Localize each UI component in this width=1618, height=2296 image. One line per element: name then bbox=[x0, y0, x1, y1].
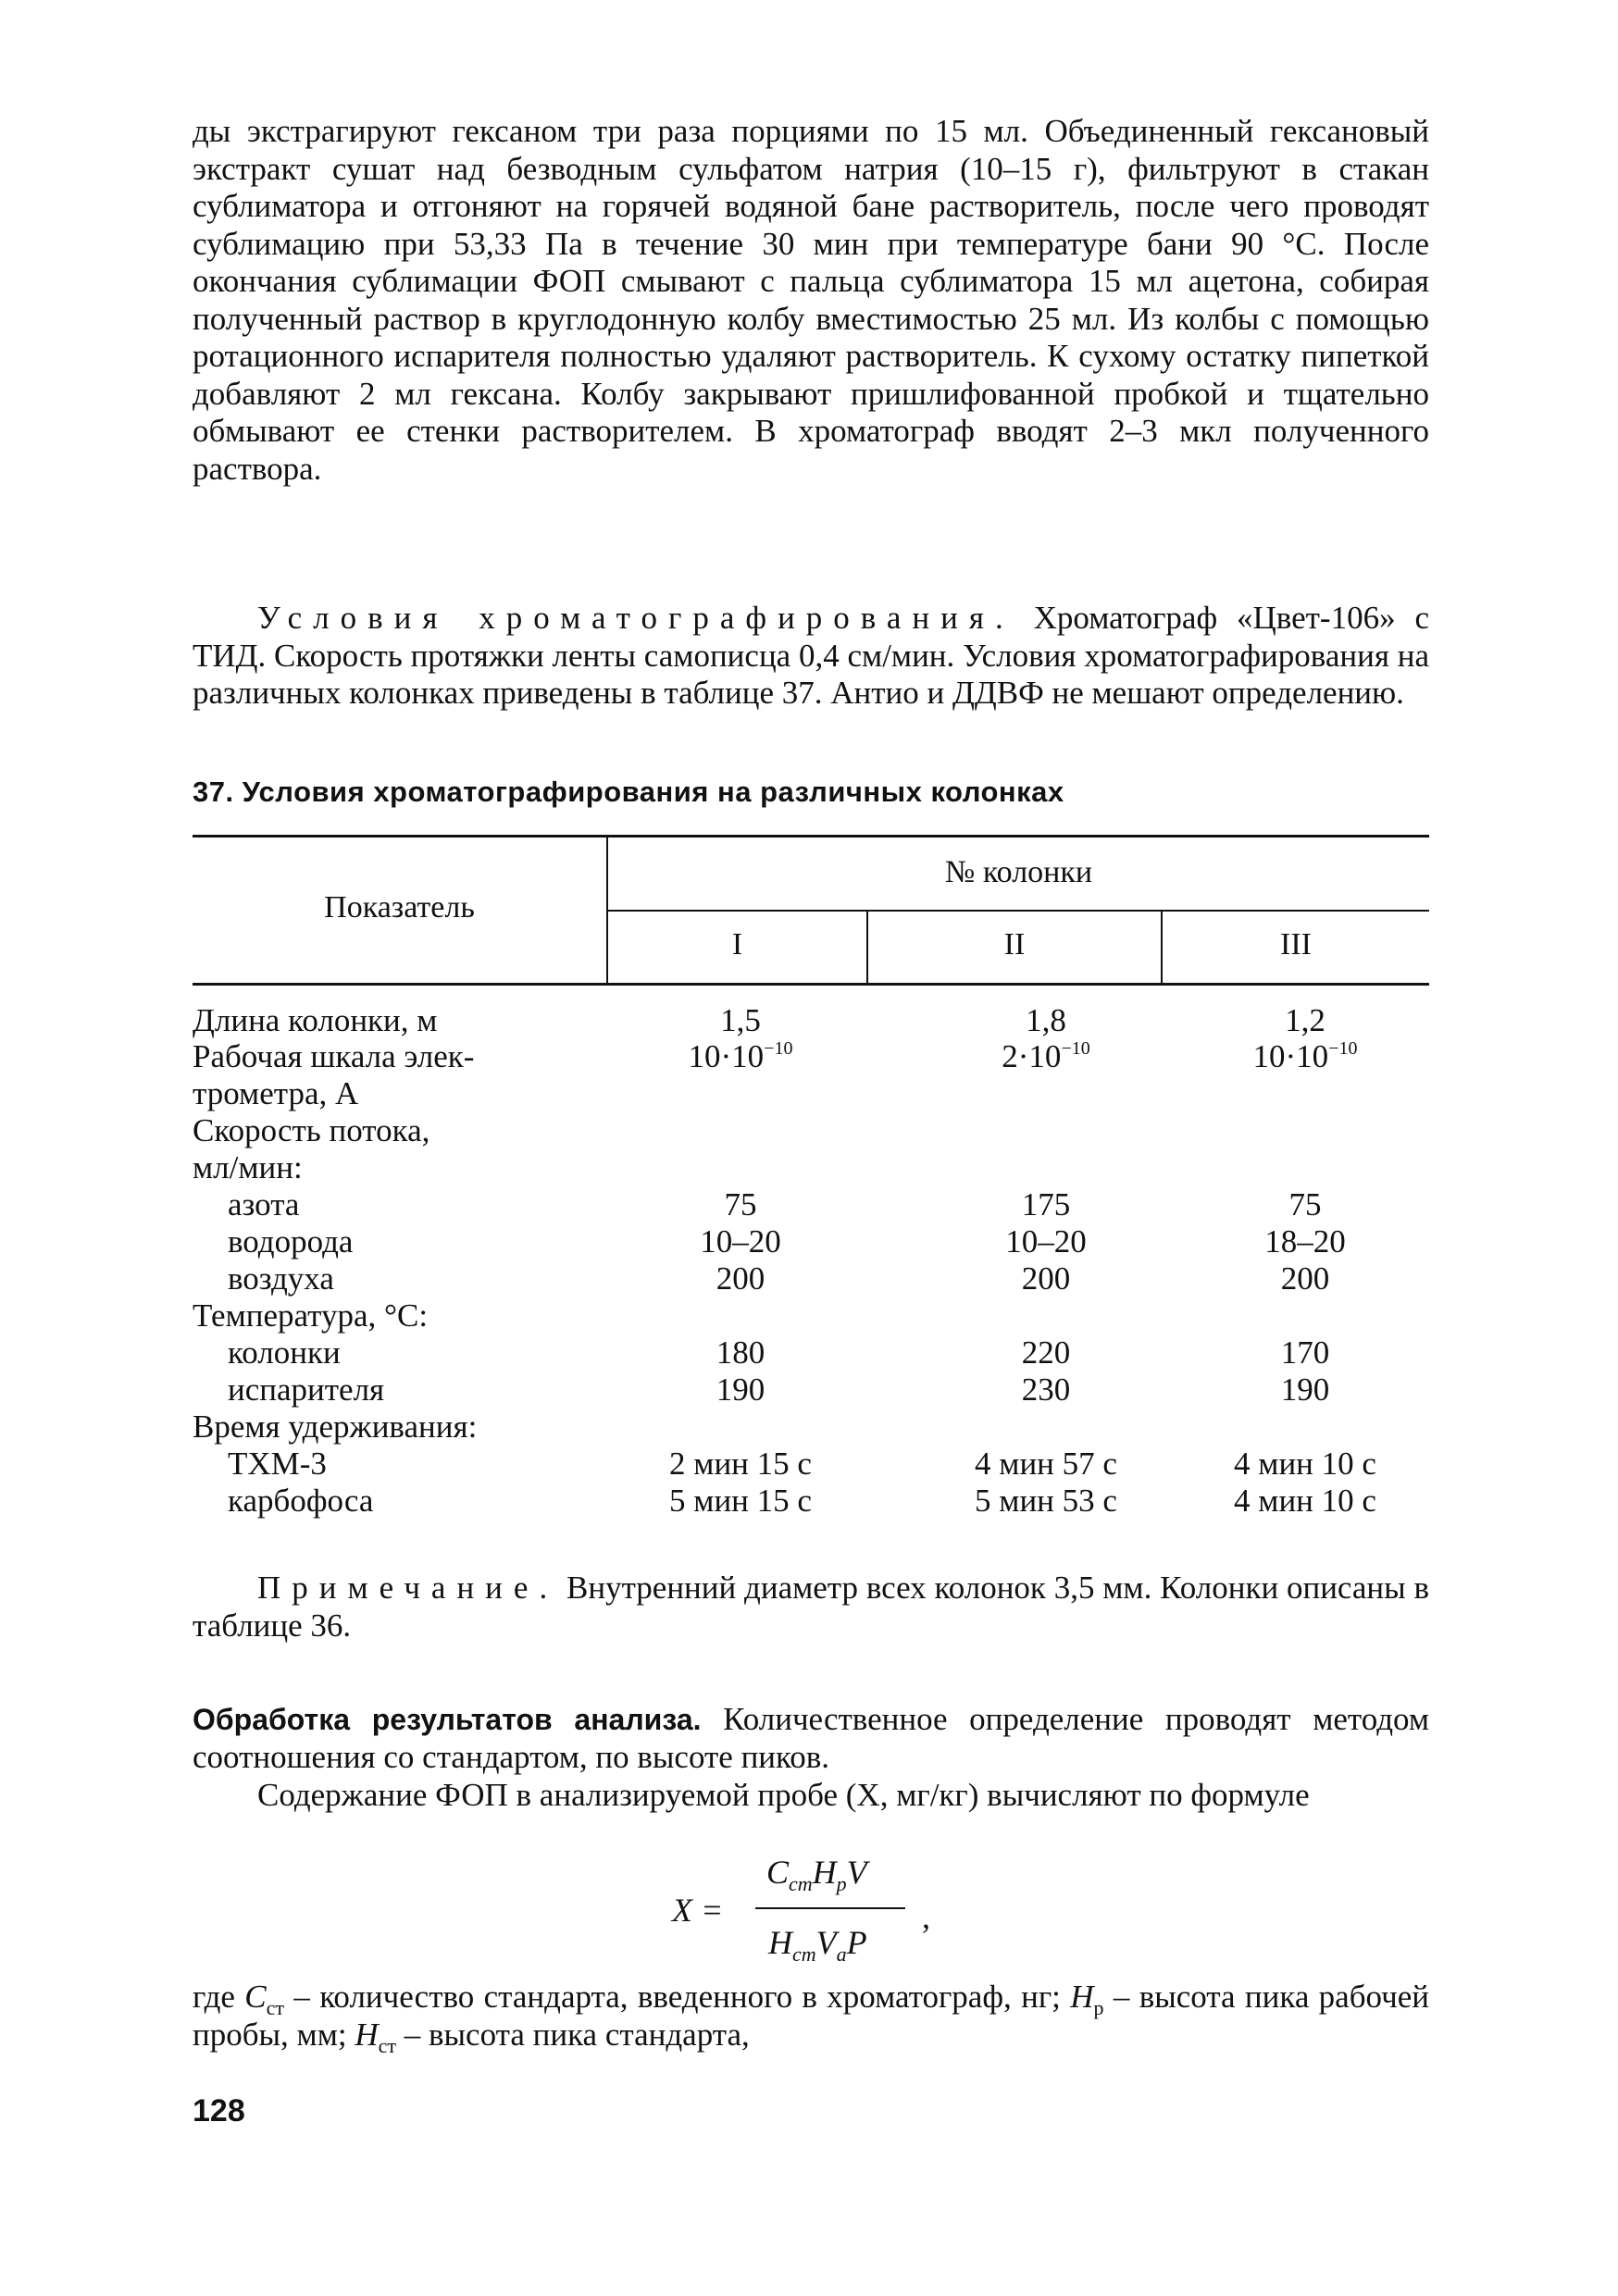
formula-lhs: X = bbox=[672, 1892, 724, 1929]
note-label: Примечание. bbox=[257, 1570, 559, 1606]
table-top-rule bbox=[193, 835, 1429, 838]
table-row bbox=[0, 1149, 1618, 1186]
row-label: Время удерживания: bbox=[193, 1409, 478, 1445]
row-label: Температура, °С: bbox=[193, 1297, 429, 1334]
table-header-mid-rule bbox=[607, 910, 1429, 912]
header-column-number: № колонки bbox=[944, 855, 1093, 889]
cell-col3: 4 мин 10 с bbox=[1234, 1483, 1376, 1519]
conditions-text: Хроматограф «Цвет-106» с ТИД. Скорость протяжки ленты самописца 0,4 см/мин. Условия хроматографирования на различных колонках приведены в таблице 37. Антио и ДДВФ не мешают определению. bbox=[193, 600, 1429, 711]
cell-col2: 175 bbox=[1021, 1186, 1071, 1222]
table-row bbox=[0, 1371, 1618, 1409]
cell-col3: 18–20 bbox=[1264, 1223, 1346, 1260]
table-note bbox=[193, 1570, 1429, 1644]
conditions-heading: Условия хроматографирования. bbox=[257, 600, 1014, 636]
table-row bbox=[0, 1297, 1618, 1334]
processing-text: Количественное определение проводят методом соотношения со стандартом, по высоте пиков. bbox=[193, 1701, 1429, 1775]
table-row bbox=[0, 1334, 1618, 1371]
cell-col1: 180 bbox=[716, 1334, 765, 1371]
cell-col2: 200 bbox=[1021, 1260, 1071, 1297]
cell-col1: 5 мин 15 с bbox=[669, 1483, 812, 1519]
cell-col2: 230 bbox=[1021, 1371, 1071, 1408]
table-row bbox=[0, 1260, 1618, 1297]
processing-paragraph bbox=[193, 1701, 1429, 1776]
row-label: Длина колонки, м bbox=[193, 1002, 438, 1038]
row-label: карбофоса bbox=[228, 1483, 374, 1519]
row-label: водорода bbox=[228, 1223, 354, 1260]
where-paragraph: где $C_{ст}$ – количество стандарта, введенного в хроматограф, нг; $H_р$ – высота пика рабочей пробы, мм; $H_{ст}$ – высота пика стандарта, bbox=[193, 1979, 1429, 2057]
table-caption: 37. Условия хроматографирования на различных колонках bbox=[193, 776, 1064, 808]
cell-col3: 190 bbox=[1280, 1371, 1330, 1408]
cell-col1: 10–20 bbox=[700, 1223, 781, 1260]
conditions-paragraph bbox=[193, 600, 1429, 713]
cell-col3: 1,2 bbox=[1285, 1002, 1326, 1038]
table-row bbox=[0, 1186, 1618, 1223]
cell-col2: 4 мин 57 с bbox=[975, 1446, 1117, 1482]
cell-col3: 170 bbox=[1280, 1334, 1330, 1371]
cell-col3: 200 bbox=[1280, 1260, 1330, 1297]
table-row bbox=[0, 1038, 1618, 1075]
cell-col2: $2\cdot 10^{-10}$ bbox=[1002, 1038, 1090, 1074]
table-row bbox=[0, 1409, 1618, 1446]
note-text: Внутренний диаметр всех колонок 3,5 мм. Колонки описаны в таблице 36. bbox=[193, 1570, 1429, 1644]
row-label: Скорость потока, bbox=[193, 1112, 430, 1148]
cell-col2: 5 мин 53 с bbox=[975, 1483, 1117, 1519]
row-label: воздуха bbox=[228, 1260, 334, 1297]
formula-numerator: $C_{ст}H_рV$ bbox=[766, 1854, 867, 1895]
cell-col1: 200 bbox=[716, 1260, 765, 1297]
row-label: испарителя bbox=[228, 1371, 385, 1408]
header-column-3: III bbox=[1280, 927, 1312, 962]
cell-col2: 1,8 bbox=[1026, 1002, 1066, 1038]
header-column-2: II bbox=[1003, 927, 1026, 962]
content-paragraph: Содержание ФОП в анализируемой пробе (X, мг/кг) вычисляют по формуле bbox=[257, 1777, 1310, 1813]
cell-col1: 1,5 bbox=[720, 1002, 761, 1038]
row-label: Рабочая шкала элек- bbox=[193, 1038, 475, 1074]
cell-col3: 75 bbox=[1288, 1186, 1322, 1222]
intro-paragraph: ды экстрагируют гексаном три раза порциями по 15 мл. Объединенный гексановый экстракт сушат над безводным сульфатом натрия (10–15 г), фильтруют в стакан сублиматора и отгоняют на горячей водяной бане растворитель, после чего проводят сублимацию при 53,33 Па в течение 30 мин при температуре бани 90 °С. После окончания сублимации ФОП смывают с пальца сублиматора 15 мл ацетона, собирая полученный раствор в круглодонную колбу вместимостью 25 мл. Из колбы с помощью ротационного испарителя полностью удаляют растворитель. К сухому остатку пипеткой добавляют 2 мл гексана. Колбу закрывают пришлифованной пробкой и тщательно обмывают ее стенки растворителем. В хроматограф вводят 2–3 мкл полученного раствора. bbox=[193, 113, 1429, 487]
fraction-bar bbox=[755, 1907, 905, 1909]
row-label: азота bbox=[228, 1186, 300, 1222]
table-row bbox=[0, 1223, 1618, 1260]
cell-col1: 2 мин 15 с bbox=[669, 1446, 812, 1482]
table-row bbox=[0, 1112, 1618, 1149]
row-label: ТХМ-3 bbox=[228, 1446, 327, 1482]
table-row bbox=[0, 1483, 1618, 1520]
page-number: 128 bbox=[193, 2093, 245, 2128]
row-label: трометра, А bbox=[193, 1075, 359, 1111]
cell-col3: $10\cdot 10^{-10}$ bbox=[1252, 1038, 1358, 1074]
table-row bbox=[0, 1075, 1618, 1112]
cell-col2: 10–20 bbox=[1005, 1223, 1087, 1260]
formula-denominator: $H_{ст}V_аP$ bbox=[768, 1924, 867, 1966]
header-indicator: Показатель bbox=[324, 890, 475, 925]
cell-col1: 190 bbox=[716, 1371, 765, 1408]
cell-col1: 75 bbox=[724, 1186, 757, 1222]
table-row bbox=[0, 1446, 1618, 1483]
header-column-1: I bbox=[731, 927, 743, 962]
cell-col2: 220 bbox=[1021, 1334, 1071, 1371]
processing-heading: Обработка результатов анализа. bbox=[193, 1703, 702, 1736]
table-header-bottom-rule bbox=[193, 983, 1429, 986]
cell-col1: $10\cdot 10^{-10}$ bbox=[688, 1038, 793, 1074]
row-label: колонки bbox=[228, 1334, 341, 1371]
formula-trailing-comma: , bbox=[922, 1898, 930, 1935]
row-label: мл/мин: bbox=[193, 1149, 303, 1185]
cell-col3: 4 мин 10 с bbox=[1234, 1446, 1376, 1482]
table-row bbox=[0, 1002, 1618, 1039]
